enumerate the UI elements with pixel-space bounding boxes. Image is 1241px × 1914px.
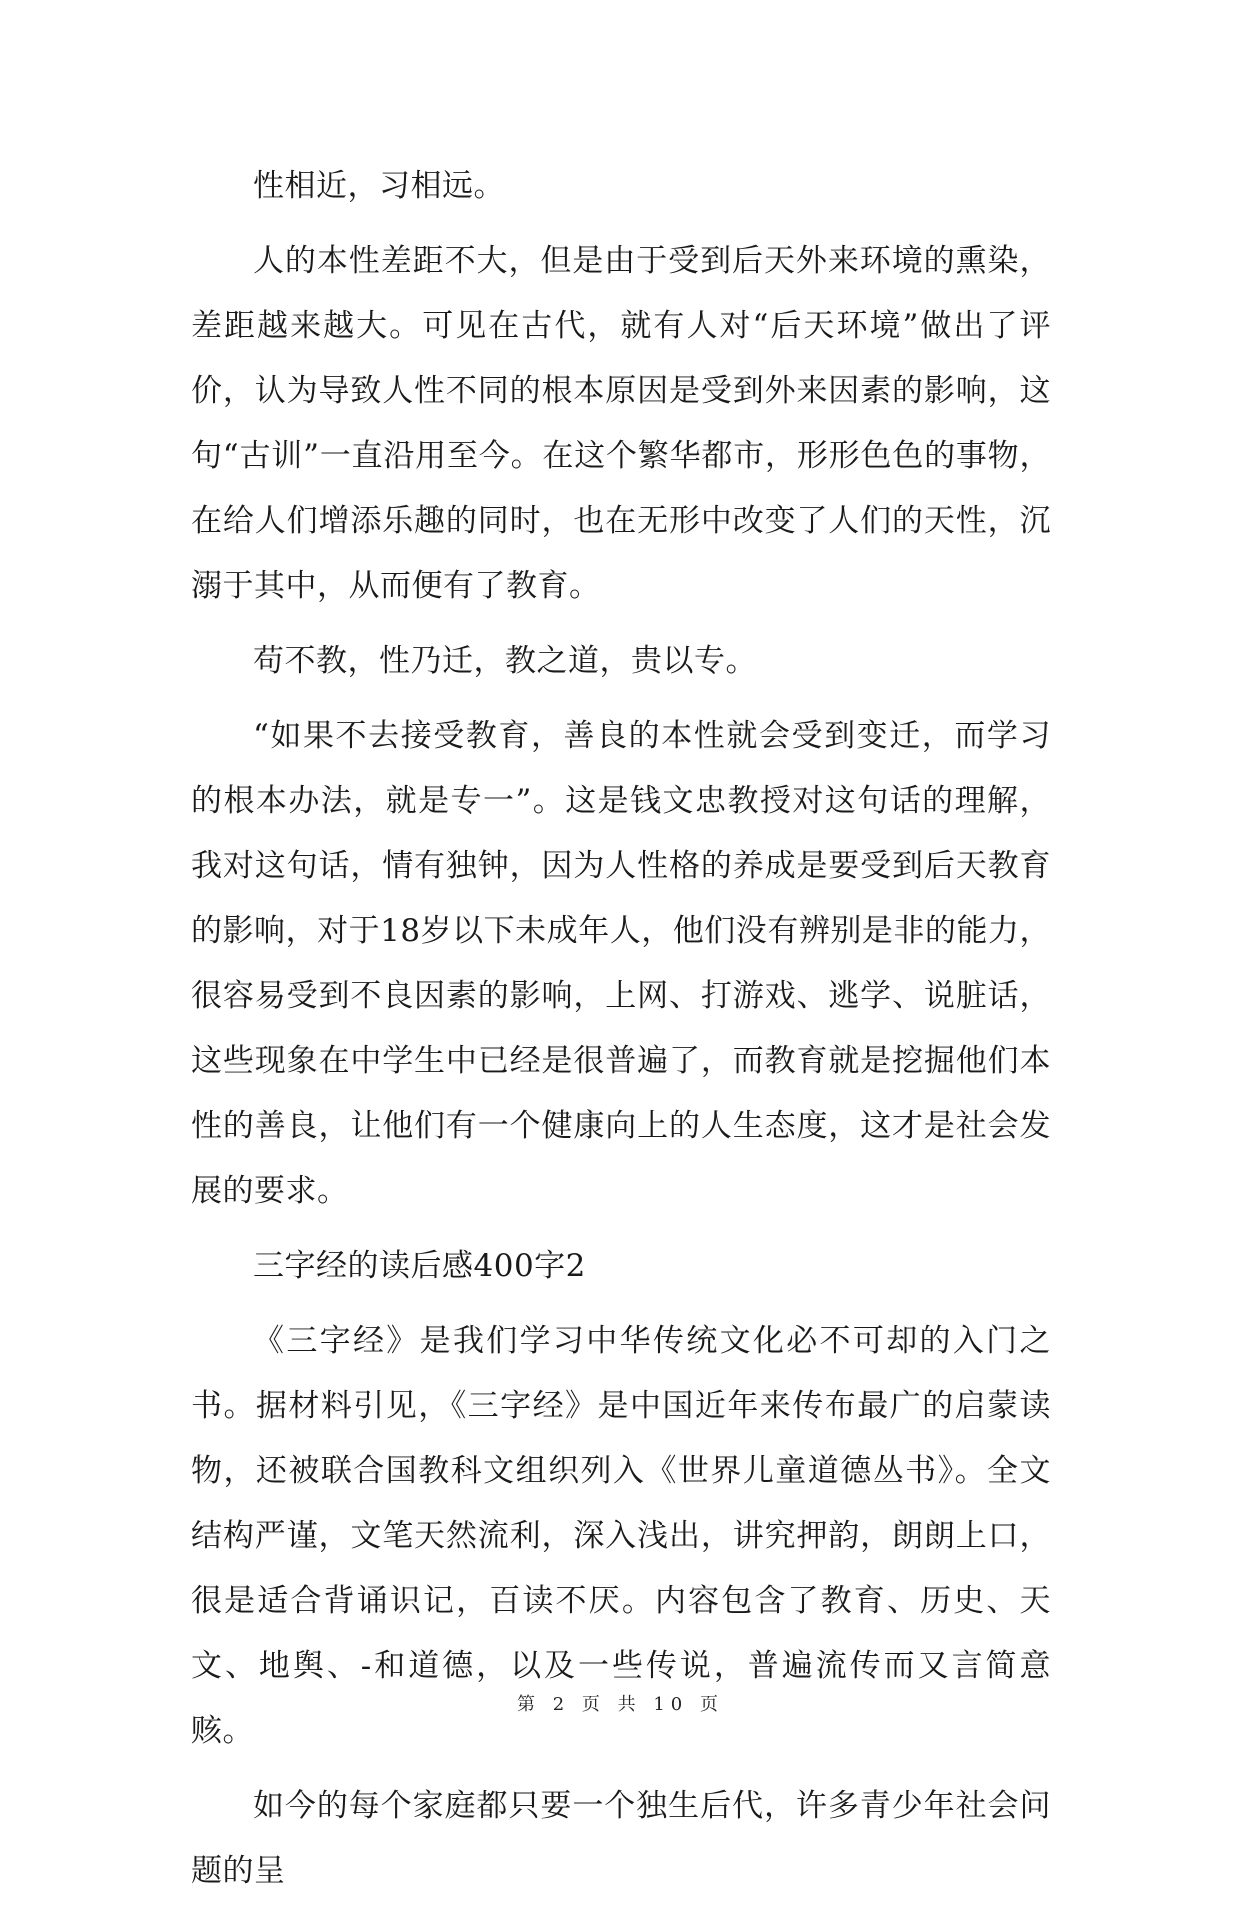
paragraph-5: 《三字经》是我们学习中华传统文化必不可却的入门之书。据材料引见，《三字经》是中国近年来传布最广的启蒙读物，还被联合国教科文组织列入《世界儿童道德丛书》。全文结构严谨，文笔天然流利，深入浅出，讲究押韵，朗朗上口，很是适合背诵识记，百读不厌。内容包含了教育、历史、天文、地舆、-和道德，以及一些传说，普遍流传而又言简意赅。 [191,1323,1051,1749]
section-heading: 三字经的读后感400字2 [253,1248,586,1284]
page-number-footer: 第 2 页 共 10 页 [517,1694,724,1715]
paragraph-6: 如今的每个家庭都只要一个独生后代，许多青少年社会问题的呈 [191,1788,1051,1889]
paragraph-3: 苟不教，性乃迁，教之道，贵以专。 [253,643,757,679]
document-body [191,154,1051,1914]
paragraph-2: 人的本性差距不大，但是由于受到后天外来环境的熏染，差距越来越大。可见在古代，就有人对“后天环境”做出了评价，认为导致人性不同的根本原因是受到外来因素的影响，这句“古训”一直沿用至今。在这个繁华都市，形形色色的事物，在给人们增添乐趣的同时，也在无形中改变了人们的天性，沉溺于其中，从而便有了教育。 [191,243,1051,604]
paragraph-1: 性相近，习相远。 [253,168,505,204]
paragraph-4: “如果不去接受教育，善良的本性就会受到变迁，而学习的根本办法，就是专一”。这是钱文忠教授对这句话的理解，我对这句话，情有独钟，因为人性格的养成是要受到后天教育的影响，对于18岁以下未成年人，他们没有辨别是非的能力，很容易受到不良因素的影响，上网、打游戏、逃学、说脏话，这些现象在中学生中已经是很普遍了，而教育就是挖掘他们本性的善良，让他们有一个健康向上的人生态度，这才是社会发展的要求。 [191,718,1051,1209]
